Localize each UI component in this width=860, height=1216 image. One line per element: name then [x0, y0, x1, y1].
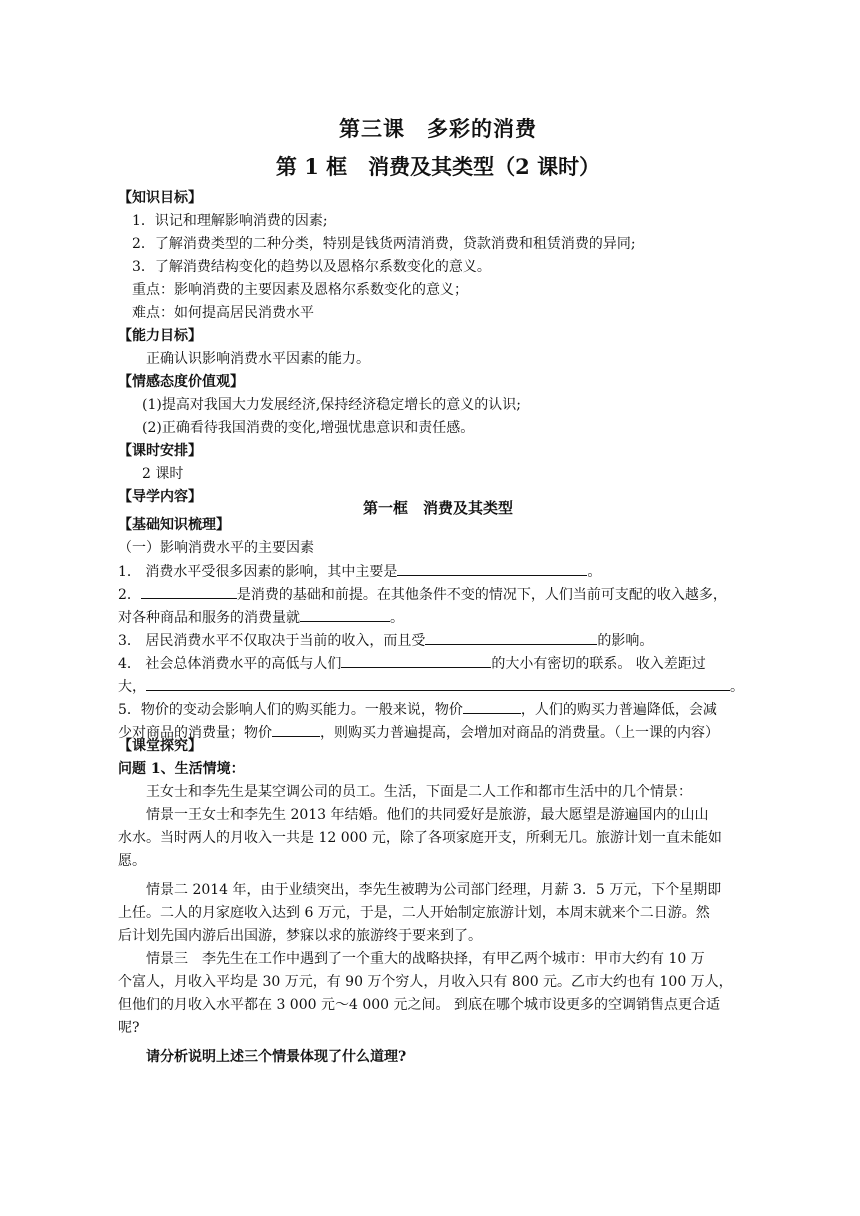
q4-text-b: 的大小有密切的联系。 收入差距过: [491, 656, 706, 672]
q3-end: 的影响。: [597, 633, 654, 649]
answer-blank[interactable]: [300, 606, 390, 622]
q5-text-c: 少对商品的消费量；物价: [118, 725, 272, 741]
inquiry-prompt: 请分析说明上述三个情景体现了什么道理?: [146, 1049, 407, 1065]
ability-goals-section: [118, 325, 758, 371]
lesson-subtitle: 第 1 框 消费及其类型（2 课时）: [275, 154, 601, 179]
attitude-goals-section: [118, 371, 758, 440]
answer-blank[interactable]: [341, 652, 491, 668]
q5-text: 5．物价的变动会影响人们的购买能力。一般来说，物价: [118, 702, 463, 718]
knowledge-goals-section: [118, 187, 758, 325]
basics-heading: 【基础知识梳理】: [118, 517, 230, 533]
schedule-heading: 【课时安排】: [118, 443, 202, 459]
answer-blank[interactable]: [463, 698, 521, 714]
inquiry-section: [118, 735, 758, 1069]
knowledge-goal-item: 2．了解消费类型的二种分类，特别是钱货两清消费，贷款消费和租赁消费的异同;: [132, 236, 636, 252]
scene2-line: 情景二 2014 年，由于业绩突出，李先生被聘为公司部门经理，月薪 3．5 万元，下个星期即: [146, 882, 722, 898]
basics-question-1: [118, 560, 758, 583]
knowledge-goal-item: 1．识记和理解影响消费的因素;: [132, 213, 328, 229]
basics-subheading: （一）影响消费水平的主要因素: [118, 540, 314, 556]
scene1-line: 愿。: [118, 853, 146, 869]
attitude-goal-item: (2)正确看待我国消费的变化,增强忧患意识和责任感。: [142, 420, 475, 436]
ability-goals-heading: 【能力目标】: [118, 328, 202, 344]
lesson-title: 第三课 多彩的消费: [339, 116, 537, 141]
basics-section: [118, 514, 758, 744]
attitude-goal-item: (1)提高对我国大力发展经济,保持经济稳定增长的意义的认识;: [142, 397, 521, 413]
basics-question-5: [118, 698, 758, 721]
answer-blank[interactable]: [397, 560, 587, 576]
basics-question-3: [118, 629, 758, 652]
scene3-line: 情景三 李先生在工作中遇到了一个重大的战略抉择，有甲乙两个城市：甲市大约有 10 万: [146, 951, 705, 967]
q4-text-c: 大，: [118, 679, 146, 695]
scene3-line: 但他们的月收入水平都在 3 000 元～4 000 元之间。 到底在哪个城市设更多的空调销售点更合适: [118, 997, 720, 1013]
basics-question-2-cont: [118, 606, 758, 629]
key-point: 重点：影响消费的主要因素及恩格尔系数变化的意义；: [132, 282, 468, 298]
difficulty-point: 难点：如何提高居民消费水平: [132, 305, 314, 321]
q3-text: 3． 居民消费水平不仅取决于当前的收入，而且受: [118, 633, 426, 649]
ability-goal-text: 正确认识影响消费水平因素的能力。: [146, 351, 370, 367]
answer-blank[interactable]: [141, 583, 237, 599]
q4-end: 。: [730, 679, 744, 695]
scene3-line: 个富人，月收入平均是 30 万元，有 90 万个穷人，月收入只有 800 元。乙市大约也有 100 万人，: [118, 974, 733, 990]
knowledge-goal-item: 3．了解消费结构变化的趋势以及恩格尔系数变化的意义。: [132, 259, 491, 275]
q5-text-d: ，则购买力普遍提高，会增加对商品的消费量。（上一课的内容）: [320, 725, 719, 741]
schedule-section: [118, 440, 758, 486]
q1-text: 1． 消费水平受很多因素的影响，其中主要是: [118, 564, 398, 580]
q2-text-cont: 对各种商品和服务的消费量就: [118, 610, 300, 626]
knowledge-goals-heading: 【知识目标】: [118, 190, 202, 206]
q4-text: 4． 社会总体消费水平的高低与人们: [118, 656, 342, 672]
basics-question-4: [118, 652, 758, 675]
scene1-line: 情景一王女士和李先生 2013 年结婚。他们的共同爱好是旅游，最大愿望是游遍国内的山山: [146, 807, 709, 823]
attitude-goals-heading: 【情感态度价值观】: [118, 374, 244, 390]
guide-section-title: 第一框 消费及其类型: [362, 499, 513, 517]
basics-question-2: [118, 583, 758, 606]
q2-text: 是消费的基础和前提。在其他条件不变的情况下，人们当前可支配的收入越多，: [236, 587, 727, 603]
basics-question-4-cont: [118, 675, 758, 698]
answer-blank[interactable]: [425, 629, 597, 645]
scene2-line: 上任。二人的月家庭收入达到 6 万元，于是，二人开始制定旅游计划，本周末就来个二日游。然: [118, 905, 710, 921]
guide-heading: 【导学内容】: [118, 489, 202, 505]
schedule-text: 2 课时: [142, 466, 184, 482]
answer-blank[interactable]: [146, 675, 730, 691]
q2-end: 。: [390, 610, 404, 626]
inquiry-intro: 王女士和李先生是某空调公司的员工。生活，下面是二人工作和都市生活中的几个情景：: [146, 784, 692, 800]
scene1-line: 水水。当时两人的月收入一共是 12 000 元，除了各项家庭开支，所剩无几。旅游计划一直未能如: [118, 830, 722, 846]
scene2-line: 后计划先国内游后出国游，梦寐以求的旅游终于要来到了。: [118, 928, 482, 944]
inquiry-question-title: 问题 1、生活情境：: [118, 761, 245, 777]
scene3-line: 呢?: [118, 1020, 140, 1036]
q5-text-b: ，人们的购买力普遍降低，会减: [520, 702, 717, 718]
inquiry-heading: 【课堂探究】: [118, 738, 202, 754]
q1-end: 。: [587, 564, 602, 580]
q2-number: 2．: [118, 587, 141, 603]
